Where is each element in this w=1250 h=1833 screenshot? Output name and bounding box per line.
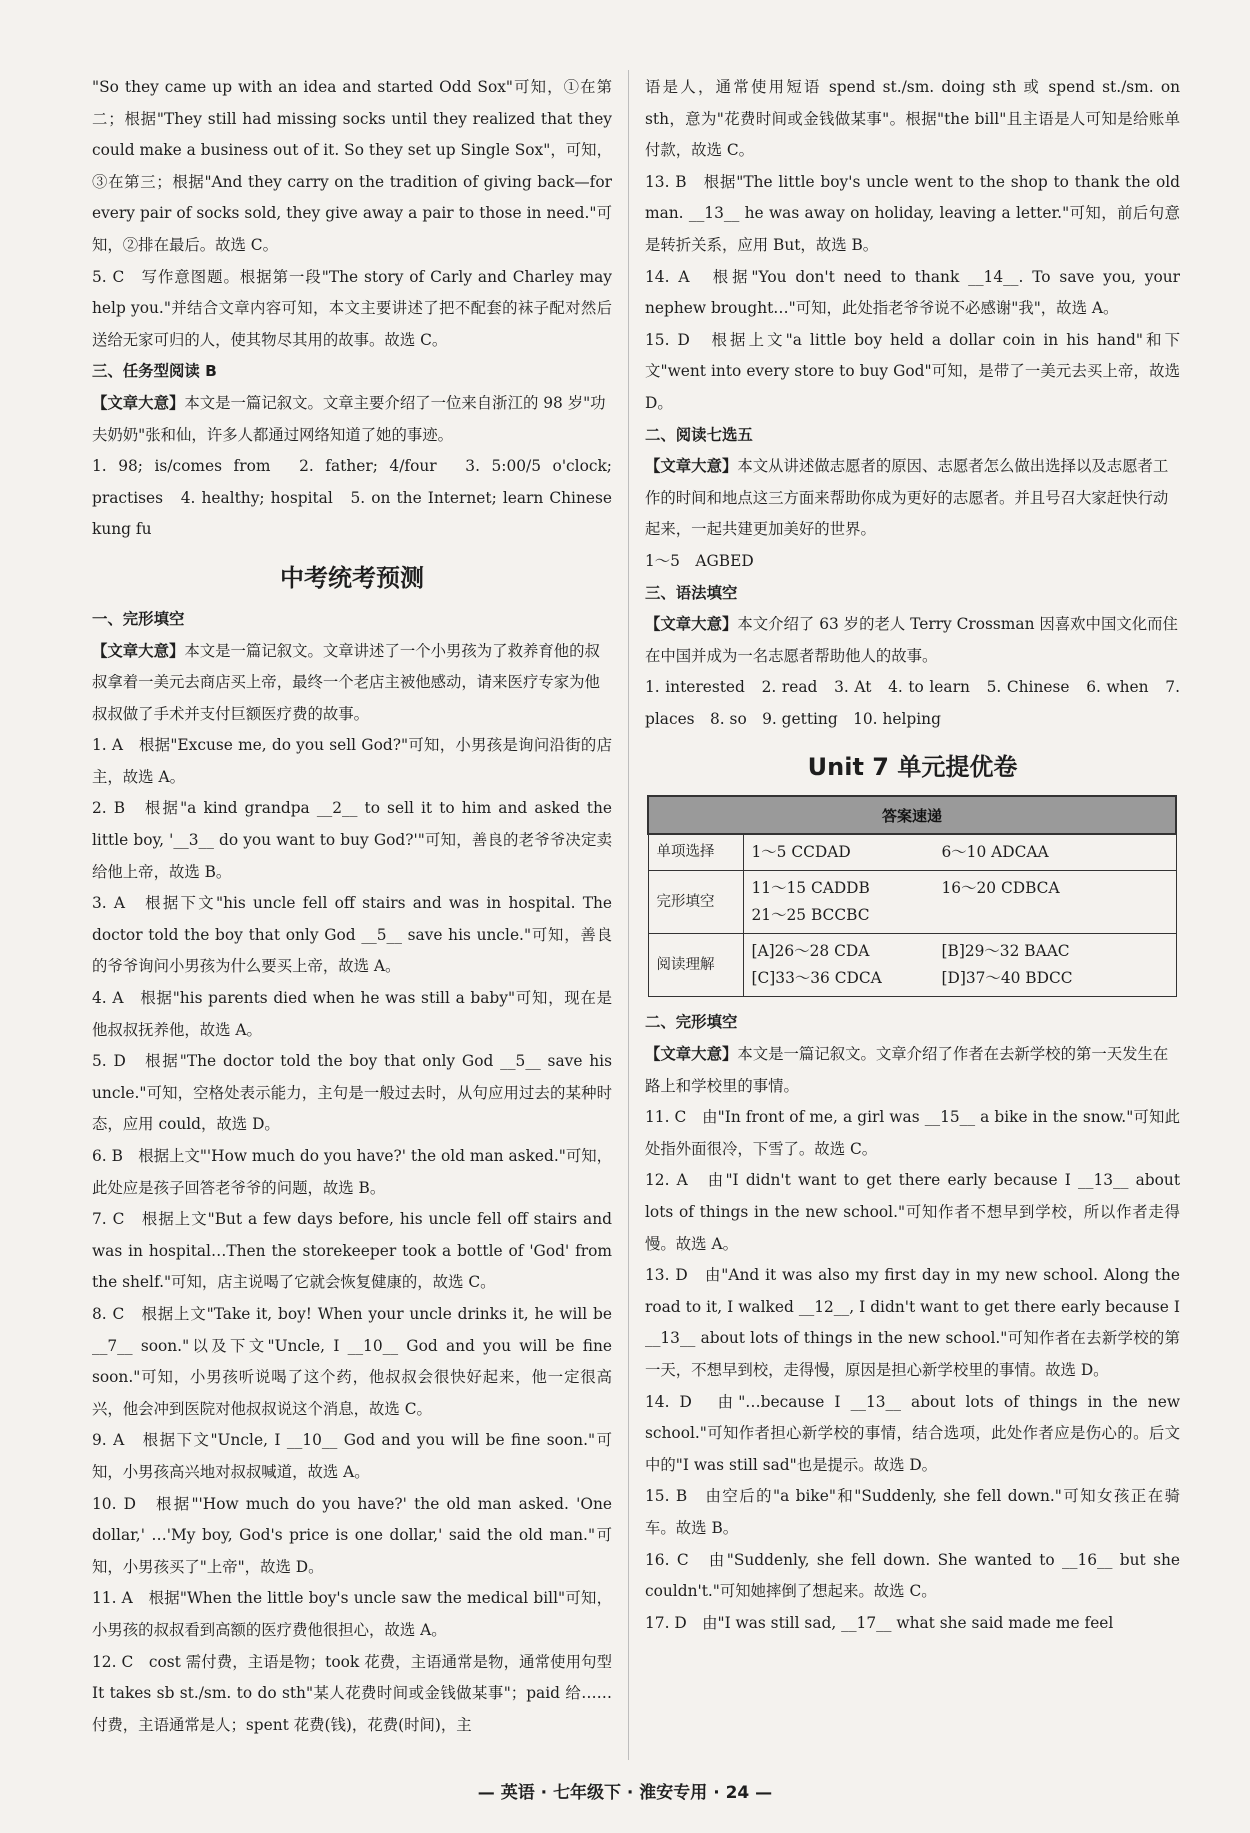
- row-cells: [743, 871, 1176, 934]
- answer-line: 1. interested 2. read 3. At 4. to learn 5. Chinese 6. when 7. places 8. so 9. getting 10. helping: [645, 678, 1180, 728]
- paragraph: 语是人，通常使用短语 spend st./sm. doing sth 或 spend st./sm. on sth，意为"花费时间或金钱做某事"。根据"the bill"且主语是人可知是给账单付款，故选 C。: [645, 78, 1180, 160]
- article-summary: [92, 636, 612, 731]
- row-cells: [743, 834, 1176, 871]
- exam-title: 中考统考预测: [280, 563, 424, 592]
- answer-item: 15. D 根据上文"a little boy held a dollar coin in his hand"和下文"went into every store to buy God"可知，是带了一美元去买上帝，故选 D。: [645, 330, 1180, 412]
- table-row: [648, 934, 1176, 997]
- unit-title: Unit 7 单元提优卷: [807, 753, 1018, 782]
- article-summary: [645, 609, 1180, 672]
- row-label: 阅读理解: [648, 934, 743, 997]
- summary-label: 【文章大意】: [645, 615, 738, 634]
- answer-item: 10. D 根据"'How much do you have?' the old man asked. 'One dollar,' …'My boy, God's price is one dollar,' said the old man."可知，小男孩买了"上帝"，故选 D。: [92, 1494, 612, 1576]
- section-heading: 三、语法填空: [645, 583, 738, 602]
- paragraph: 5. C 写作意图题。根据第一段"The story of Carly and Charley may help you."并结合文章内容可知，本文主要讲述了把不配套的袜子配对然后送给无家可归的人，使其物尽其用的故事。故选 C。: [92, 267, 612, 349]
- row-label: 完形填空: [648, 871, 743, 934]
- table-row: [648, 834, 1176, 871]
- row-label: 单项选择: [648, 834, 743, 871]
- section-heading: 二、完形填空: [645, 1013, 738, 1032]
- answer-cell: [C]33～36 CDCA: [751, 969, 882, 988]
- answer-cell: [A]26～28 CDA: [751, 942, 870, 961]
- answer-item: 11. A 根据"When the little boy's uncle saw the medical bill"可知，小男孩的叔叔看到高额的医疗费他很担心，故选 A。: [92, 1589, 612, 1639]
- table-row: [648, 871, 1176, 934]
- answer-item: 8. C 根据上文"Take it, boy! When your uncle drinks it, he will be __7__ soon."以及下文"Uncle, I __10__ God and you will be fine soon."可知，小男孩听说喝了这个药，他叔叔会很快好起来，他一定很高兴，他会冲到医院对他叔叔说这个消息，故选 C。: [92, 1304, 612, 1418]
- summary-label: 【文章大意】: [92, 393, 185, 412]
- summary-label: 【文章大意】: [645, 457, 738, 476]
- answer-cell: 6～10 ADCAA: [941, 843, 1049, 862]
- answer-item: 13. B 根据"The little boy's uncle went to the shop to thank the old man. __13__ he was away on holiday, leaving a letter."可知，前后句意是转折关系，应用 But，故选 B。: [645, 172, 1180, 254]
- article-summary: [92, 388, 612, 451]
- table-header: 答案速递: [648, 796, 1176, 834]
- answer-item: 2. B 根据"a kind grandpa __2__ to sell it to him and asked the little boy, '__3__ do you want to buy God?'"可知，善良的老爷爷决定卖给他上帝，故选 B。: [92, 799, 612, 881]
- answer-item: 5. D 根据"The doctor told the boy that only God __5__ save his uncle."可知，空格处表示能力，主句是一般过去时，从句应用过去的某种时态，应用 could，故选 D。: [92, 1052, 612, 1134]
- answer-item: 4. A 根据"his parents died when he was still a baby"可知，现在是他叔叔抚养他，故选 A。: [92, 989, 612, 1039]
- article-summary: [645, 1039, 1180, 1102]
- answer-cell: [B]29～32 BAAC: [941, 942, 1070, 961]
- answer-item: 12. A 由"I didn't want to get there early because I __13__ about lots of things in the new school."可知作者不想早到学校，所以作者走得慢。故选 A。: [645, 1171, 1180, 1253]
- answer-line: 1. 98; is/comes from 2. father; 4/four 3. 5:00/5 o'clock; practises 4. healthy; hospital 5. on the Internet; learn Chinese kung fu: [92, 457, 612, 539]
- answer-item: 13. D 由"And it was also my first day in my new school. Along the road to it, I walked __12__, I didn't want to get there early because I __13__ about lots of things in the new school."可知作者在去新学校的第一天，不想早到校，走得慢，原因是担心新学校里的事情。故选 D。: [645, 1266, 1180, 1379]
- answer-line: 1～5 AGBED: [645, 551, 754, 570]
- answer-cell: [D]37～40 BDCC: [941, 969, 1073, 988]
- answer-cell: 21～25 BCCBC: [751, 906, 870, 925]
- answer-cell: 11～15 CADDB: [751, 879, 870, 898]
- answer-item: 9. A 根据下文"Uncle, I __10__ God and you will be fine soon."可知，小男孩高兴地对叔叔喊道，故选 A。: [92, 1431, 612, 1481]
- section-heading: 三、任务型阅读 B: [92, 362, 217, 381]
- page-footer: — 英语 · 七年级下 · 淮安专用 · 24 —: [477, 1783, 773, 1803]
- answer-item: 7. C 根据上文"But a few days before, his uncle fell off stairs and was in hospital…Then the storekeeper took a bottle of 'God' from the shelf."可知，店主说喝了它就会恢复健康的，故选 C。: [92, 1210, 612, 1292]
- answer-item: 17. D 由"I was still sad, __17__ what she said made me feel: [645, 1613, 1114, 1632]
- summary-text: 本文从讲述做志愿者的原因、志愿者怎么做出选择以及志愿者工作的时间和地点这三方面来帮助你成为更好的志愿者。并且号召大家赶快行动起来，一起共建更加美好的世界。: [645, 457, 1169, 539]
- left-column: [92, 72, 612, 1741]
- answer-key-table: [647, 795, 1177, 997]
- section-heading: 一、完形填空: [92, 609, 185, 628]
- answer-item: 6. B 根据上文"'How much do you have?' the old man asked."可知，此处应是孩子回答老爷爷的问题，故选 B。: [92, 1147, 612, 1197]
- answer-cell: 16～20 CDBCA: [941, 879, 1060, 898]
- right-column: [645, 72, 1180, 1639]
- summary-text: 本文介绍了 63 岁的老人 Terry Crossman 因喜欢中国文化而住在中国并成为一名志愿者帮助他人的故事。: [645, 615, 1178, 665]
- column-divider: [628, 70, 629, 1760]
- article-summary: [645, 451, 1180, 546]
- summary-text: 本文是一篇记叙文。文章主要介绍了一位来自浙江的 98 岁"功夫奶奶"张和仙，许多人都通过网络知道了她的事迹。: [92, 393, 606, 444]
- summary-text: 本文是一篇记叙文。文章介绍了作者在去新学校的第一天发生在路上和学校里的事情。: [645, 1045, 1169, 1095]
- answer-item: 14. D 由"…because I __13__ about lots of things in the new school."可知作者担心新学校的事情，结合选项，此处作者应是伤心的。后文中的"I was still sad"也是提示。故选 D。: [645, 1392, 1180, 1474]
- answer-item: 16. C 由"Suddenly, she fell down. She wanted to __16__ but she couldn't."可知她摔倒了想起来。故选 C。: [645, 1550, 1180, 1601]
- answer-cell: 1～5 CCDAD: [751, 843, 851, 862]
- summary-text: 本文是一篇记叙文。文章讲述了一个小男孩为了救养育他的叔叔拿着一美元去商店买上帝，最终一个老店主被他感动，请来医疗专家为他叔叔做了手术并支付巨额医疗费的故事。: [92, 641, 600, 723]
- answer-item: 1. A 根据"Excuse me, do you sell God?"可知，小男孩是询问沿街的店主，故选 A。: [92, 736, 612, 786]
- summary-label: 【文章大意】: [645, 1045, 738, 1064]
- row-cells: [743, 934, 1176, 997]
- section-heading: 二、阅读七选五: [645, 425, 753, 444]
- summary-label: 【文章大意】: [92, 641, 185, 660]
- answer-item: 15. B 由空后的"a bike"和"Suddenly, she fell down."可知女孩正在骑车。故选 B。: [645, 1487, 1180, 1537]
- answer-item: 14. A 根据"You don't need to thank __14__. To save you, your nephew brought…"可知，此处指老爷爷说不必感谢"我"，故选 A。: [645, 267, 1180, 318]
- paragraph: "So they came up with an idea and started Odd Sox"可知，①在第二；根据"They still had missing socks until they realized that they could make a business out of it. So they set up Single Sox"，可知，③在第三；根据"And they carry on the tradition of giving back—for every pair of socks sold, they give away a pair to those in need."可知，②排在最后。故选 C。: [92, 78, 612, 254]
- answer-item: 11. C 由"In front of me, a girl was __15__ a bike in the snow."可知此处指外面很冷，下雪了。故选 C。: [645, 1108, 1180, 1158]
- answer-item: 3. A 根据下文"his uncle fell off stairs and was in hospital. The doctor told the boy that only God __5__ save his uncle."可知，善良的爷爷询问小男孩为什么要买上帝，故选 A。: [92, 894, 612, 976]
- answer-item: 12. C cost 需付费，主语是物；took 花费，主语通常是物，通常使用句型 It takes sb st./sm. to do sth"某人花费时间或金钱做某事"；paid 给……付费，主语通常是人；spent 花费(钱)，花费(时间)，主: [92, 1652, 612, 1734]
